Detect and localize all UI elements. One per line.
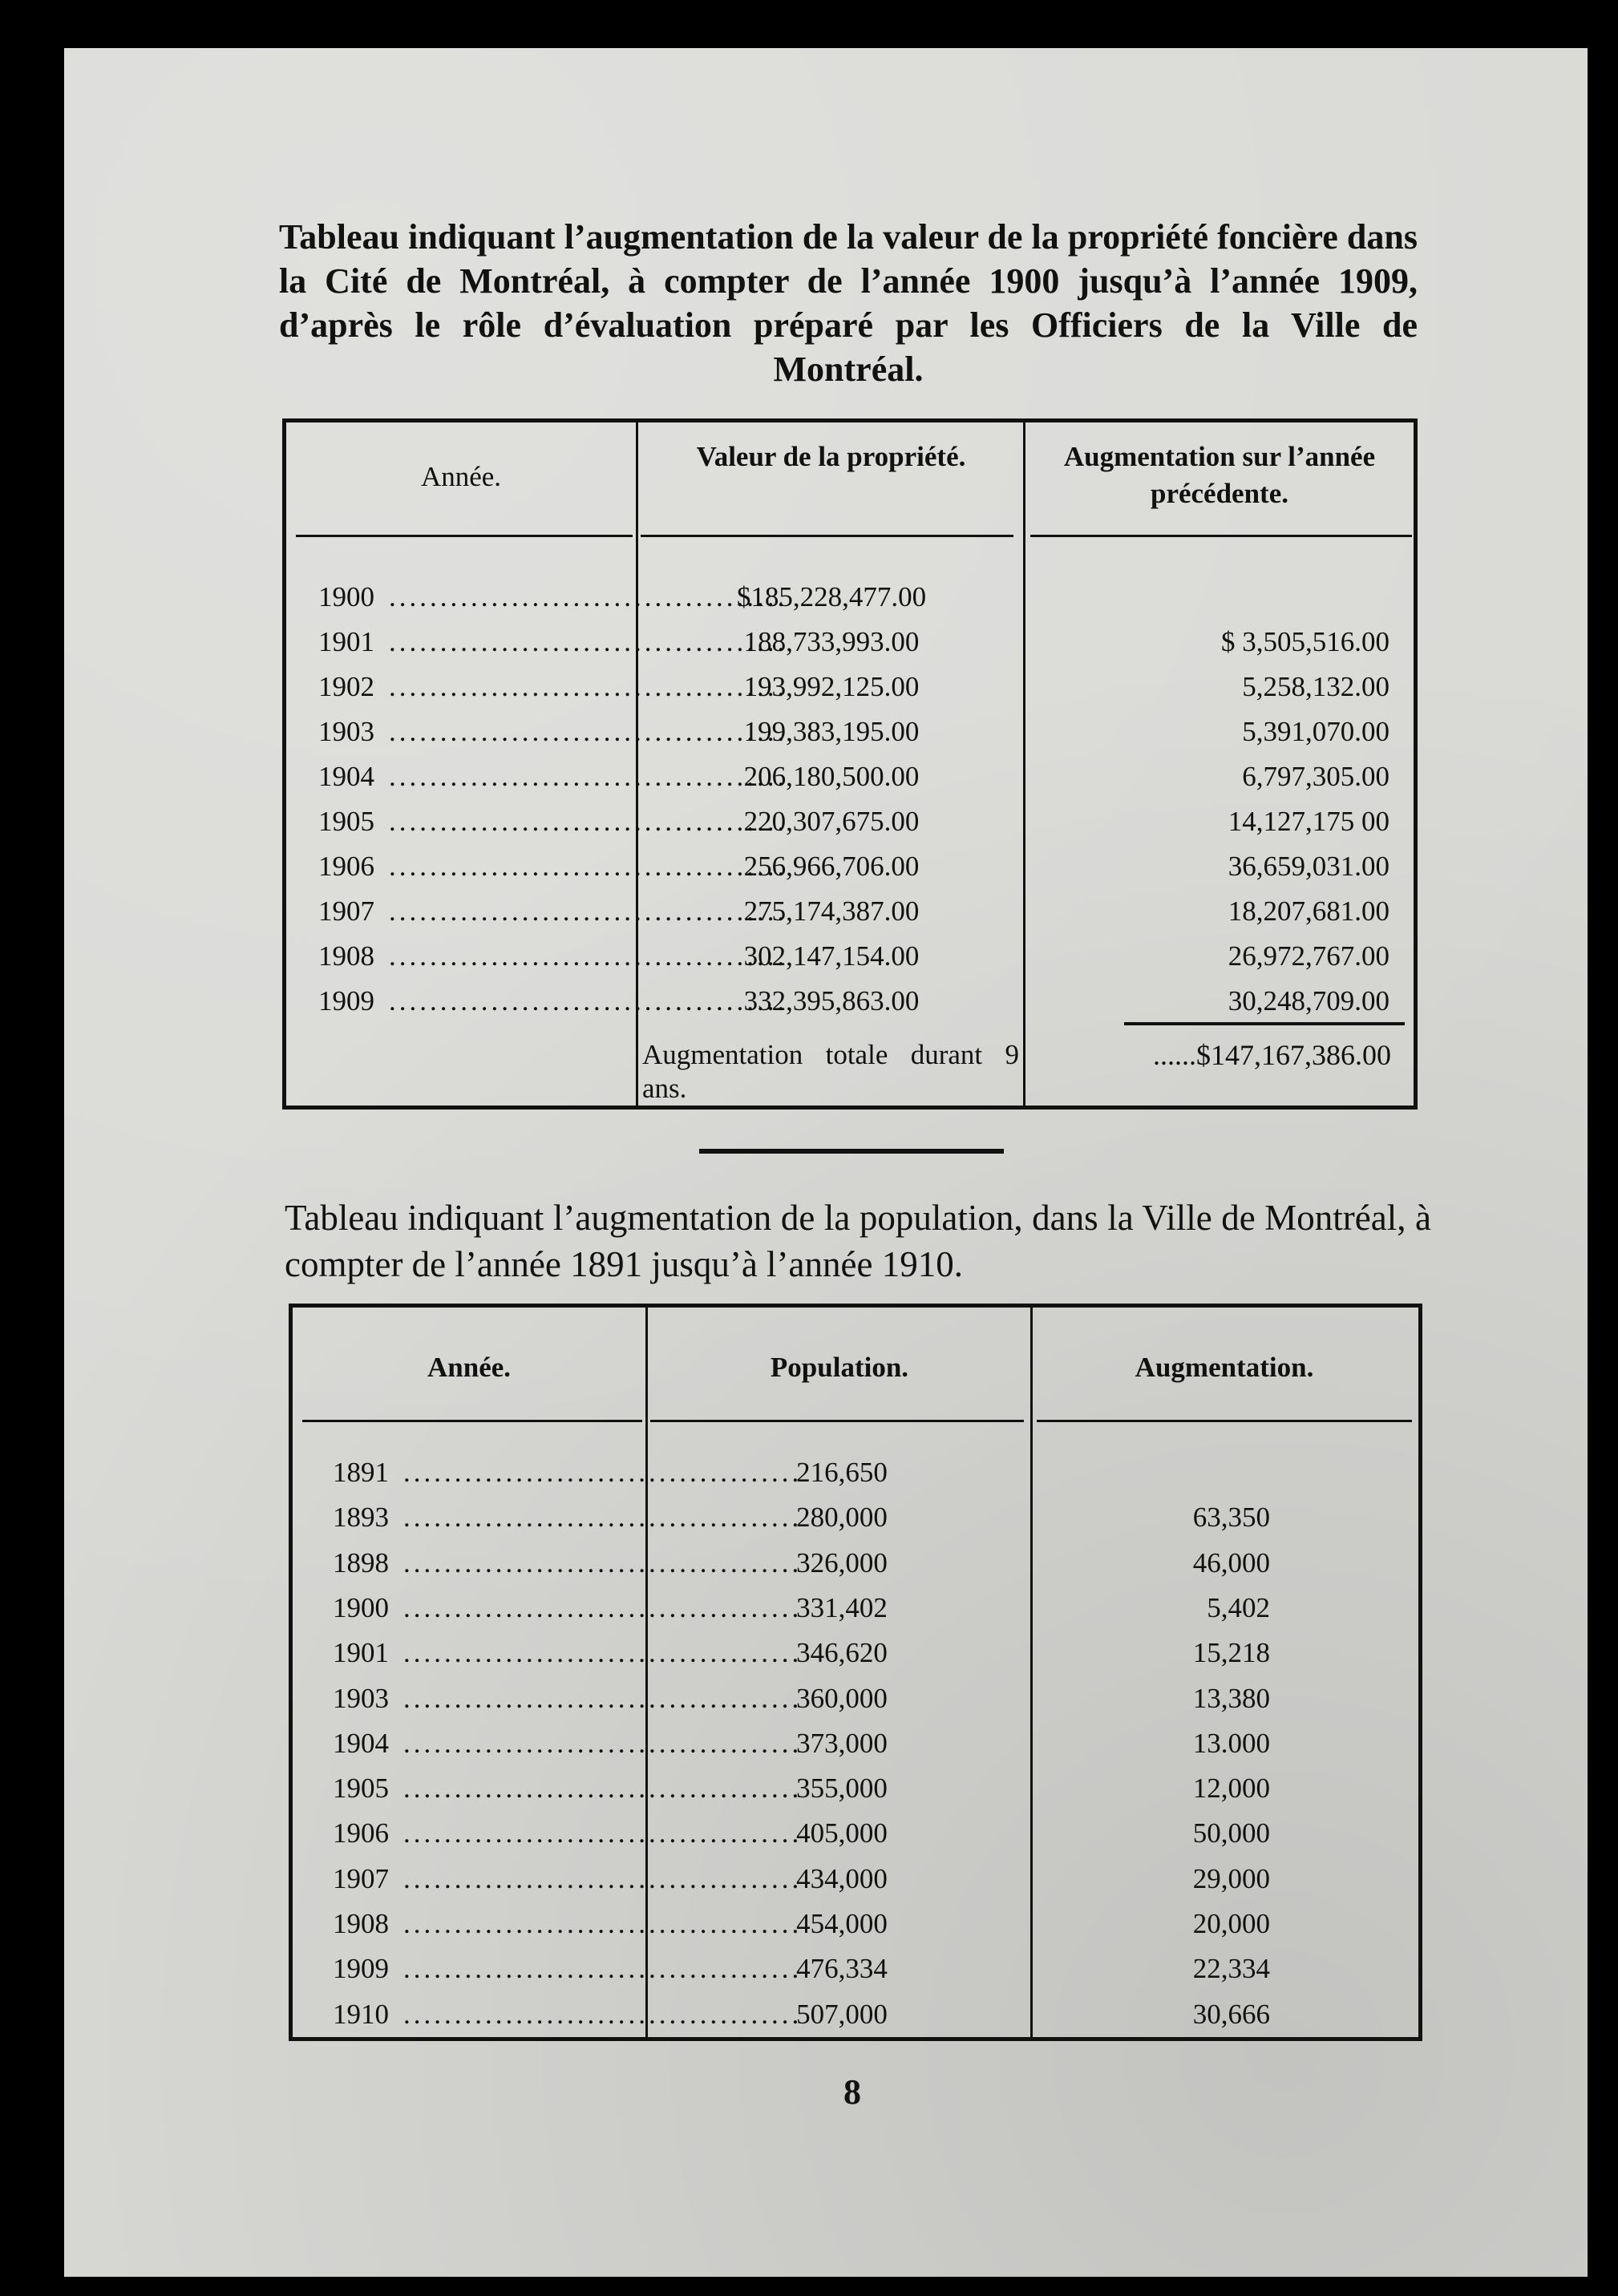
table-row	[293, 1586, 1418, 1631]
value-cell: 302,147,154.00	[743, 940, 920, 972]
population-cell: 373,000	[796, 1727, 888, 1759]
increase-cell: 13.000	[1192, 1727, 1270, 1759]
table-row	[286, 575, 1414, 620]
increase-cell: 5,258,132.00	[1242, 671, 1389, 702]
table-row	[286, 889, 1414, 934]
table-row	[286, 665, 1414, 709]
increase-cell: 22,334	[1192, 1953, 1270, 1985]
table-row	[293, 1631, 1418, 1676]
increase-cell: 13,380	[1192, 1682, 1270, 1714]
population-cell: 326,000	[796, 1546, 888, 1578]
leader-dots: .......................................	[403, 1457, 803, 1488]
leader-dots: .......................................	[403, 1502, 803, 1534]
increase-cell: 15,218	[1192, 1637, 1270, 1669]
table-row	[286, 799, 1414, 844]
increase-cell: 50,000	[1192, 1817, 1270, 1849]
year-cell: 1907	[333, 1862, 389, 1894]
year-cell: 1901	[333, 1637, 389, 1669]
leader-dots: .......................................	[389, 851, 788, 882]
value-cell: 275,174,387.00	[743, 895, 920, 927]
table-row	[293, 1992, 1418, 2037]
population-cell: 355,000	[796, 1773, 888, 1805]
leader-dots: .......................................	[389, 626, 788, 657]
header-rule	[641, 535, 1013, 537]
population-cell: 507,000	[796, 1998, 888, 2030]
leader-dots: .......................................	[403, 1953, 803, 1985]
increase-cell: 36,659,031.00	[1228, 851, 1389, 882]
leader-dots: .......................................	[389, 806, 788, 837]
increase-cell: 63,350	[1192, 1502, 1270, 1534]
header-rule	[296, 535, 633, 537]
header-rule	[1030, 535, 1412, 537]
year-cell: 1904	[333, 1727, 389, 1759]
table-row	[293, 1902, 1418, 1946]
increase-cell: 46,000	[1192, 1546, 1270, 1578]
header-population: Population.	[770, 1352, 909, 1383]
increase-cell: 12,000	[1192, 1773, 1270, 1805]
leader-dots: .......................................	[403, 1817, 803, 1849]
leader-dots: .......................................	[389, 671, 788, 702]
leader-dots: .......................................	[403, 1727, 803, 1759]
year-cell: 1902	[318, 671, 374, 702]
increase-cell: 26,972,767.00	[1228, 940, 1389, 972]
population-cell: 216,650	[796, 1457, 888, 1488]
increase-cell: 5,402	[1207, 1591, 1270, 1623]
value-cell: 193,992,125.00	[743, 671, 920, 702]
total-label: Augmentation totale durant 9 ans.	[642, 1039, 1019, 1104]
population-cell: 434,000	[796, 1862, 888, 1894]
table-row	[293, 1676, 1418, 1721]
increase-cell: 20,000	[1192, 1908, 1270, 1939]
year-cell: 1906	[333, 1817, 389, 1849]
header-rule	[302, 1420, 642, 1422]
table-row	[293, 1495, 1418, 1540]
table-row	[286, 709, 1414, 754]
year-cell: 1910	[333, 1998, 389, 2030]
table-row	[293, 1946, 1418, 1991]
leader-dots: .......................................	[403, 1862, 803, 1894]
year-cell: 1893	[333, 1502, 389, 1534]
leader-dots: .......................................	[389, 581, 788, 612]
population-cell: 454,000	[796, 1908, 888, 1939]
population-cell: 331,402	[796, 1591, 888, 1623]
year-cell: 1905	[333, 1773, 389, 1805]
year-cell: 1904	[318, 761, 374, 792]
table-row	[286, 620, 1414, 665]
table-row	[286, 934, 1414, 979]
header-rule	[650, 1420, 1024, 1422]
table-row	[286, 979, 1414, 1024]
table2-title: Tableau indiquant l’augmentation de la population, dans la Ville de Montréal, à compter de l’année 1891 jusqu’à l’année 1910.	[285, 1198, 1431, 1284]
year-cell: 1891	[333, 1457, 389, 1488]
table-row	[286, 844, 1414, 889]
total-value: ......$147,167,386.00	[1153, 1039, 1391, 1071]
value-cell: 220,307,675.00	[743, 806, 920, 837]
year-cell: 1907	[318, 895, 374, 927]
value-cell: 332,395,863.00	[743, 985, 920, 1017]
header-year: Année.	[420, 461, 502, 492]
population-table	[289, 1304, 1422, 2041]
increase-cell: 30,666	[1192, 1998, 1270, 2030]
year-cell: 1908	[318, 940, 374, 972]
property-value-table	[282, 418, 1418, 1110]
year-cell: 1906	[318, 851, 374, 882]
table-row	[293, 1857, 1418, 1902]
sum-rule	[1124, 1022, 1405, 1025]
year-cell: 1909	[318, 985, 374, 1017]
table-row	[293, 1721, 1418, 1766]
population-cell: 476,334	[796, 1953, 888, 1985]
increase-cell: 5,391,070.00	[1242, 716, 1389, 747]
population-cell: 360,000	[796, 1682, 888, 1714]
year-cell: 1909	[333, 1953, 389, 1985]
table-row	[293, 1766, 1418, 1811]
leader-dots: .......................................	[389, 761, 788, 792]
leader-dots: .......................................	[389, 940, 788, 972]
year-cell: 1900	[318, 581, 374, 612]
page-number: 8	[843, 2072, 861, 2112]
value-cell: 206,180,500.00	[743, 761, 920, 792]
population-cell: 346,620	[796, 1637, 888, 1669]
table-row	[293, 1450, 1418, 1495]
table-row	[286, 754, 1414, 799]
year-cell: 1903	[333, 1682, 389, 1714]
value-cell: 256,966,706.00	[743, 851, 920, 882]
year-cell: 1900	[333, 1591, 389, 1623]
year-cell: 1898	[333, 1546, 389, 1578]
increase-cell: 30,248,709.00	[1228, 985, 1389, 1017]
leader-dots: .......................................	[403, 1682, 803, 1714]
leader-dots: .......................................	[403, 1908, 803, 1939]
table-row	[293, 1541, 1418, 1586]
increase-cell: 14,127,175 00	[1228, 806, 1389, 837]
population-cell: 280,000	[796, 1502, 888, 1534]
leader-dots: .......................................	[389, 716, 788, 747]
increase-cell: $ 3,505,516.00	[1221, 626, 1389, 657]
header-increase: Augmentation sur l’année précédente.	[1063, 441, 1376, 509]
leader-dots: .......................................	[403, 1773, 803, 1805]
table-row	[293, 1811, 1418, 1856]
leader-dots: .......................................	[403, 1591, 803, 1623]
population-cell: 405,000	[796, 1817, 888, 1849]
leader-dots: .......................................	[389, 985, 788, 1017]
header-rule	[1037, 1420, 1412, 1422]
increase-cell: 6,797,305.00	[1242, 761, 1389, 792]
header-year: Année.	[427, 1352, 512, 1383]
increase-cell: 29,000	[1192, 1862, 1270, 1894]
year-cell: 1901	[318, 626, 374, 657]
year-cell: 1903	[318, 716, 374, 747]
value-cell: 188,733,993.00	[743, 626, 920, 657]
value-cell: $185,228,477.00	[736, 581, 927, 612]
header-value: Valeur de la propriété.	[696, 441, 966, 472]
leader-dots: .......................................	[403, 1998, 803, 2030]
section-divider	[699, 1149, 1004, 1154]
year-cell: 1908	[333, 1908, 389, 1939]
year-cell: 1905	[318, 806, 374, 837]
increase-cell: 18,207,681.00	[1228, 895, 1389, 927]
leader-dots: .......................................	[389, 895, 788, 927]
leader-dots: .......................................	[403, 1637, 803, 1669]
leader-dots: .......................................	[403, 1546, 803, 1578]
header-increase: Augmentation.	[1135, 1352, 1314, 1383]
table1-title: Tableau indiquant l’augmentation de la valeur de la propriété foncière dans la Cité de Montréal, à compter de l’année 1900 jusqu’à l’année 1909, d’après le rôle d’évaluation préparé par les Officiers de la Ville de Montréal.	[279, 217, 1418, 389]
value-cell: 199,383,195.00	[743, 716, 920, 747]
